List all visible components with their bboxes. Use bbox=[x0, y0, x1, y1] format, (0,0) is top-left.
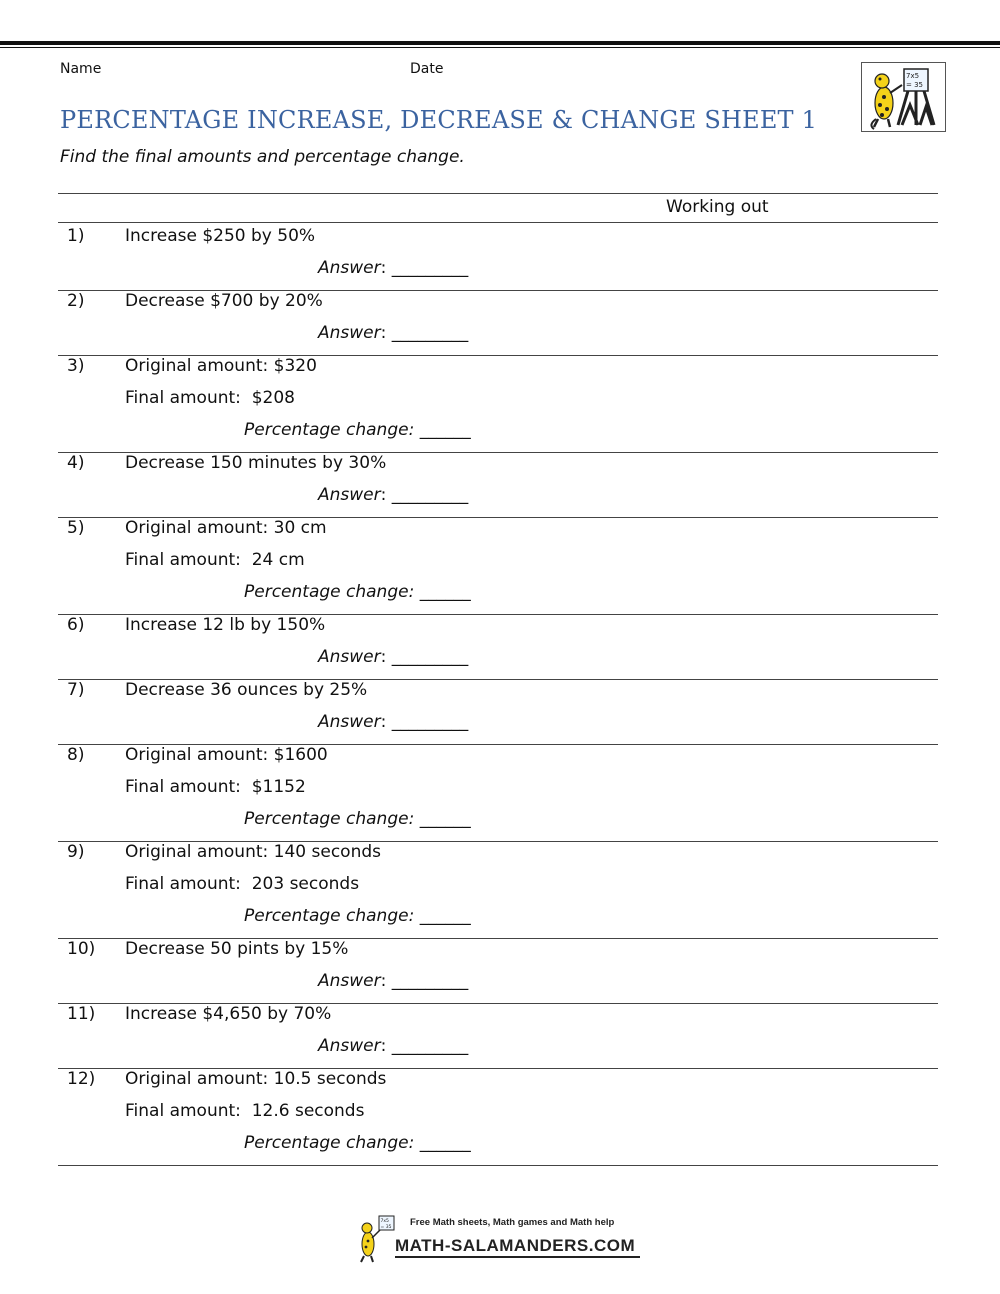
answer-field[interactable] bbox=[318, 1036, 468, 1056]
question-item bbox=[58, 615, 938, 680]
working-out-header: Working out bbox=[666, 197, 769, 217]
question-text: Decrease 50 pints by 15% bbox=[125, 939, 349, 959]
answer-field[interactable] bbox=[318, 712, 468, 732]
question-number: 4) bbox=[67, 453, 85, 473]
name-label: Name bbox=[60, 61, 102, 77]
question-text: Increase 12 lb by 150% bbox=[125, 615, 326, 635]
question-text: Final amount: 12.6 seconds bbox=[125, 1101, 365, 1121]
question-item bbox=[58, 1004, 938, 1069]
question-item bbox=[58, 518, 938, 615]
answer-label: Answer bbox=[318, 712, 381, 732]
question-number: 8) bbox=[67, 745, 85, 765]
answer-label: Answer bbox=[318, 485, 381, 505]
question-text: Final amount: $208 bbox=[125, 388, 295, 408]
salamander-blackboard-icon bbox=[861, 62, 946, 132]
question-item bbox=[58, 939, 938, 1004]
answer-blank[interactable]: : _________ bbox=[380, 1036, 469, 1056]
question-text: Decrease $700 by 20% bbox=[125, 291, 323, 311]
date-label: Date bbox=[410, 61, 444, 77]
question-item bbox=[58, 291, 938, 356]
question-item bbox=[58, 453, 938, 518]
question-number: 12) bbox=[67, 1069, 96, 1089]
question-text: Original amount: 10.5 seconds bbox=[125, 1069, 387, 1089]
answer-label: Answer bbox=[318, 258, 381, 278]
percentage-change-field[interactable]: Percentage change: ______ bbox=[244, 809, 471, 829]
answer-label: Answer bbox=[318, 323, 381, 343]
question-number: 6) bbox=[67, 615, 85, 635]
footer-underline bbox=[395, 1256, 640, 1258]
answer-field[interactable] bbox=[318, 323, 468, 343]
answer-field[interactable] bbox=[318, 485, 468, 505]
salamander-logo-icon bbox=[355, 1214, 395, 1264]
answer-field[interactable] bbox=[318, 971, 468, 991]
answer-blank[interactable]: : _________ bbox=[380, 647, 469, 667]
header-rule-top bbox=[58, 193, 938, 194]
question-item bbox=[58, 1069, 938, 1166]
answer-label: Answer bbox=[318, 647, 381, 667]
question-item bbox=[58, 226, 938, 291]
instructions: Find the final amounts and percentage change. bbox=[60, 147, 465, 167]
answer-field[interactable] bbox=[318, 258, 468, 278]
question-number: 11) bbox=[67, 1004, 96, 1024]
answer-label: Answer bbox=[318, 1036, 381, 1056]
question-text: Decrease 36 ounces by 25% bbox=[125, 680, 368, 700]
logo-board-text-2: = 35 bbox=[906, 81, 923, 89]
header-rule-bottom bbox=[58, 222, 938, 223]
answer-blank[interactable]: : _________ bbox=[380, 258, 469, 278]
question-item bbox=[58, 745, 938, 842]
answer-blank[interactable]: : _________ bbox=[380, 485, 469, 505]
question-item bbox=[58, 356, 938, 453]
question-text: Final amount: 24 cm bbox=[125, 550, 305, 570]
question-number: 2) bbox=[67, 291, 85, 311]
answer-blank[interactable]: : _________ bbox=[380, 712, 469, 732]
answer-field[interactable] bbox=[318, 647, 468, 667]
percentage-change-field[interactable]: Percentage change: ______ bbox=[244, 1133, 471, 1153]
answer-blank[interactable]: : _________ bbox=[380, 323, 469, 343]
answer-blank[interactable]: : _________ bbox=[380, 971, 469, 991]
question-text: Final amount: $1152 bbox=[125, 777, 306, 797]
question-number: 5) bbox=[67, 518, 85, 538]
question-number: 7) bbox=[67, 680, 85, 700]
question-text: Final amount: 203 seconds bbox=[125, 874, 360, 894]
answer-label: Answer bbox=[318, 971, 381, 991]
question-item bbox=[58, 680, 938, 745]
footer-tagline: Free Math sheets, Math games and Math help bbox=[410, 1217, 615, 1228]
question-text: Decrease 150 minutes by 30% bbox=[125, 453, 387, 473]
percentage-change-field[interactable]: Percentage change: ______ bbox=[244, 906, 471, 926]
question-number: 3) bbox=[67, 356, 85, 376]
row-divider bbox=[58, 1165, 938, 1166]
footer-brand: MATH-SALAMANDERS.COM bbox=[395, 1236, 636, 1255]
question-text: Increase $4,650 by 70% bbox=[125, 1004, 332, 1024]
footer-board-text-2: = 35 bbox=[380, 1225, 392, 1230]
question-item bbox=[58, 842, 938, 939]
question-text: Increase $250 by 50% bbox=[125, 226, 316, 246]
percentage-change-field[interactable]: Percentage change: ______ bbox=[244, 582, 471, 602]
question-number: 10) bbox=[67, 939, 96, 959]
logo-board-text-1: 7x5 bbox=[906, 72, 920, 80]
question-text: Original amount: $1600 bbox=[125, 745, 328, 765]
footer-logo bbox=[355, 1214, 645, 1264]
question-number: 9) bbox=[67, 842, 85, 862]
page-title: PERCENTAGE INCREASE, DECREASE & CHANGE SHEET 1 bbox=[60, 106, 818, 134]
question-text: Original amount: 30 cm bbox=[125, 518, 327, 538]
question-text: Original amount: $320 bbox=[125, 356, 317, 376]
footer-board-text-1: 7x5 bbox=[380, 1219, 389, 1224]
question-number: 1) bbox=[67, 226, 85, 246]
top-border-thick bbox=[0, 41, 1000, 45]
question-text: Original amount: 140 seconds bbox=[125, 842, 381, 862]
percentage-change-field[interactable]: Percentage change: ______ bbox=[244, 420, 471, 440]
top-border-thin bbox=[0, 47, 1000, 48]
